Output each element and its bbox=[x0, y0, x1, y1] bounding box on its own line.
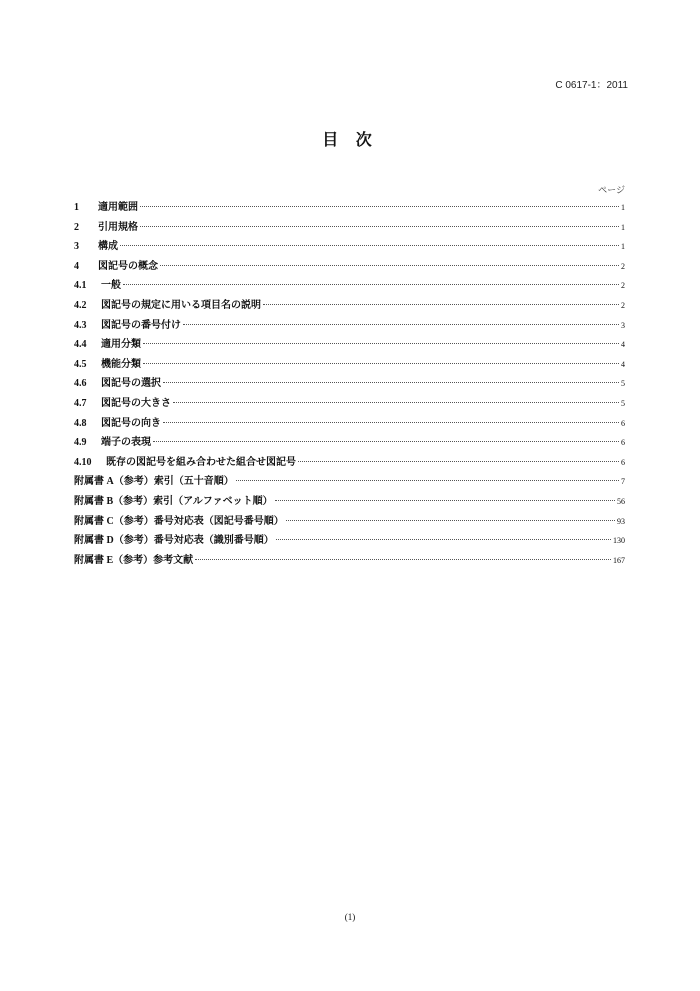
toc-entry-page: 1 bbox=[621, 242, 625, 252]
toc-entry-number: 附属書 B bbox=[74, 495, 114, 507]
toc-entry[interactable] bbox=[74, 453, 625, 473]
toc-entry-page: 5 bbox=[621, 379, 625, 389]
toc-entry-page: 2 bbox=[621, 281, 625, 291]
dot-leader bbox=[160, 265, 619, 266]
toc-entry[interactable] bbox=[74, 355, 625, 375]
toc-entry-label: （参考）索引（五十音順） bbox=[113, 476, 234, 488]
toc-entry-number: 附属書 C bbox=[74, 515, 114, 527]
toc-entry[interactable] bbox=[74, 472, 625, 492]
toc-entry[interactable] bbox=[74, 531, 625, 551]
toc-entry-number: 4.10 bbox=[74, 456, 92, 468]
toc-entry-label: 適用分類 bbox=[101, 339, 141, 351]
toc-entry[interactable] bbox=[74, 198, 625, 218]
toc-entry-page: 2 bbox=[621, 261, 625, 271]
dot-leader bbox=[123, 284, 619, 285]
toc-entry-number: 4.3 bbox=[74, 319, 87, 331]
toc-entry-page: 2 bbox=[621, 300, 625, 310]
toc-entry-number: 4.2 bbox=[74, 299, 87, 311]
toc-entry-number: 2 bbox=[74, 221, 79, 233]
toc-entry[interactable] bbox=[74, 296, 625, 316]
toc-entry-page: 6 bbox=[621, 418, 625, 428]
dot-leader bbox=[153, 441, 619, 442]
toc-entry-page: 3 bbox=[621, 320, 625, 330]
toc-entry[interactable] bbox=[74, 394, 625, 414]
dot-leader bbox=[236, 480, 619, 481]
dot-leader bbox=[183, 324, 619, 325]
toc-entry-number: 4.7 bbox=[74, 397, 87, 409]
toc-entry-label: （参考）参考文献 bbox=[113, 554, 194, 566]
toc-entry[interactable] bbox=[74, 276, 625, 296]
dot-leader bbox=[286, 520, 615, 521]
toc-entry-number: 4 bbox=[74, 260, 79, 272]
toc-entry[interactable] bbox=[74, 512, 625, 532]
toc-entry-number: 3 bbox=[74, 241, 79, 253]
page-title: 目 次 bbox=[322, 130, 378, 149]
toc-entry[interactable] bbox=[74, 335, 625, 355]
toc-entry-label: 構成 bbox=[98, 241, 118, 253]
toc-entry-page: 7 bbox=[621, 477, 625, 487]
dot-leader bbox=[143, 343, 619, 344]
toc-entry[interactable] bbox=[74, 433, 625, 453]
document-code: C 0617-1：2011 bbox=[555, 80, 628, 91]
toc-entry-label: 図記号の選択 bbox=[101, 378, 161, 390]
toc-entry-page: 130 bbox=[613, 536, 625, 546]
toc-entry-page: 4 bbox=[621, 340, 625, 350]
dot-leader bbox=[143, 363, 619, 364]
dot-leader bbox=[120, 245, 619, 246]
toc-entry[interactable] bbox=[74, 374, 625, 394]
toc-entry-page: 4 bbox=[621, 359, 625, 369]
toc-entry-number: 4.9 bbox=[74, 437, 87, 449]
toc-entry-page: 1 bbox=[621, 222, 625, 232]
toc-entry-label: 機能分類 bbox=[101, 358, 141, 370]
dot-leader bbox=[173, 402, 619, 403]
toc-entry[interactable] bbox=[74, 551, 625, 571]
toc-entry-label: 適用範囲 bbox=[98, 202, 138, 213]
toc-entry-page: 167 bbox=[613, 555, 625, 565]
toc-entry-number: 4.4 bbox=[74, 339, 87, 351]
dot-leader bbox=[163, 382, 619, 383]
toc-entry[interactable] bbox=[74, 257, 625, 277]
toc-entry-label: 図記号の概念 bbox=[98, 260, 158, 272]
toc-entry-label: 図記号の番号付け bbox=[101, 319, 181, 331]
toc-entry-page: 6 bbox=[621, 457, 625, 467]
toc-entry[interactable] bbox=[74, 492, 625, 512]
toc-entry-number: 附属書 E bbox=[74, 554, 114, 566]
dot-leader bbox=[195, 559, 611, 560]
dot-leader bbox=[298, 461, 619, 462]
dot-leader bbox=[263, 304, 619, 305]
toc-entry-label: 端子の表現 bbox=[101, 437, 151, 449]
toc-entry[interactable] bbox=[74, 237, 625, 257]
toc-entry-page: 1 bbox=[621, 203, 625, 212]
toc-entry[interactable] bbox=[74, 414, 625, 434]
toc-entry-label: 一般 bbox=[101, 280, 121, 292]
toc-entry-number: 4.8 bbox=[74, 417, 87, 429]
toc-entry-page: 56 bbox=[617, 496, 625, 506]
dot-leader bbox=[140, 206, 619, 207]
toc-entry-label: （参考）番号対応表（図記号番号順） bbox=[113, 515, 284, 527]
page-number: (1) bbox=[344, 912, 356, 922]
table-of-contents bbox=[74, 198, 625, 570]
toc-entry-number: 附属書 D bbox=[74, 535, 114, 547]
toc-entry-label: 図記号の向き bbox=[101, 417, 161, 429]
toc-entry-number: 附属書 A bbox=[74, 476, 114, 488]
toc-entry-label: 図記号の大きさ bbox=[101, 397, 171, 409]
toc-entry-number: 4.1 bbox=[74, 280, 87, 292]
toc-entry-label: 図記号の規定に用いる項目名の説明 bbox=[101, 299, 261, 311]
toc-entry-page: 93 bbox=[617, 516, 625, 526]
page-column-header: ページ bbox=[598, 186, 625, 196]
toc-entry[interactable] bbox=[74, 218, 625, 238]
dot-leader bbox=[140, 226, 619, 227]
toc-entry-label: （参考）番号対応表（識別番号順） bbox=[113, 535, 274, 547]
toc-entry-label: （参考）索引（アルファベット順） bbox=[113, 495, 273, 507]
dot-leader bbox=[275, 500, 615, 501]
dot-leader bbox=[276, 539, 611, 540]
dot-leader bbox=[163, 422, 619, 423]
toc-entry-number: 4.5 bbox=[74, 358, 87, 370]
toc-entry-label: 既存の図記号を組み合わせた組合せ図記号 bbox=[106, 456, 296, 468]
toc-entry-label: 引用規格 bbox=[98, 221, 138, 233]
toc-entry-page: 6 bbox=[621, 438, 625, 448]
toc-entry-number: 4.6 bbox=[74, 378, 87, 390]
toc-entry-page: 5 bbox=[621, 398, 625, 408]
toc-entry-number: 1 bbox=[74, 202, 79, 213]
toc-entry[interactable] bbox=[74, 316, 625, 336]
